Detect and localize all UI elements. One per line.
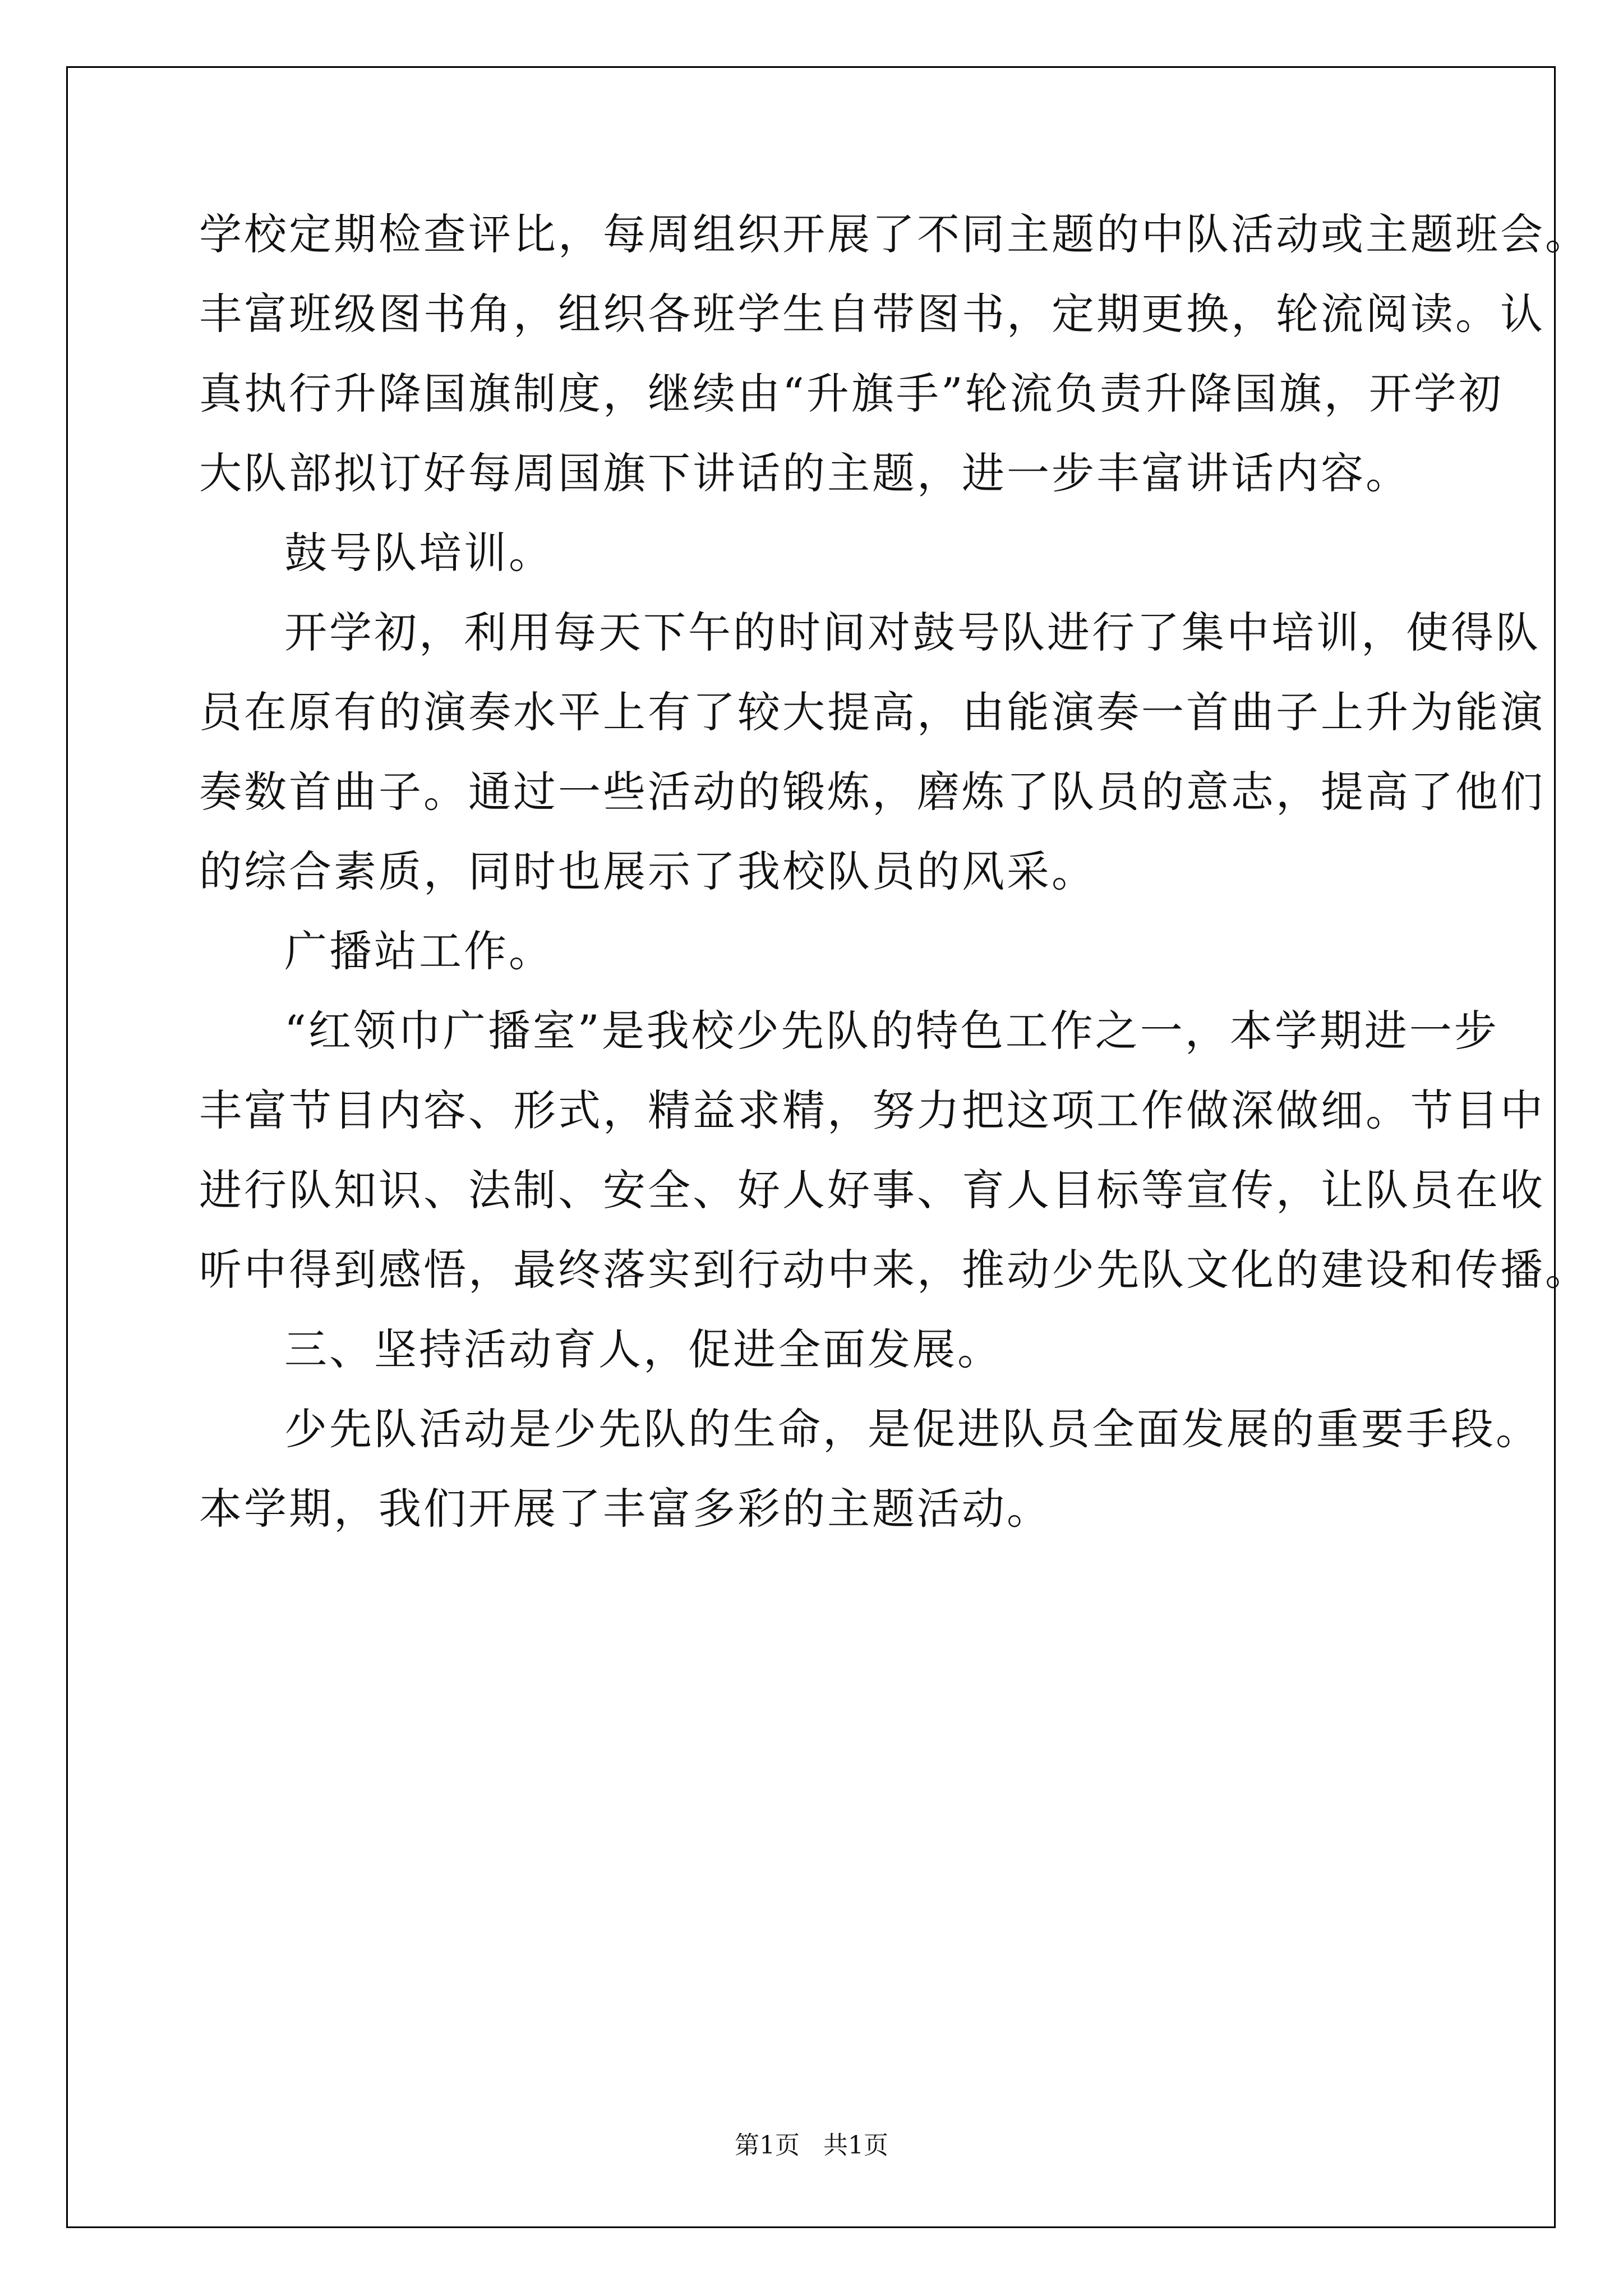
text-line: 本学期，我们开展了丰富多彩的主题活动。	[199, 1484, 1052, 1534]
text-line: 进行队知识、法制、安全、好人好事、育人目标等宣传，让队员在收	[199, 1165, 1545, 1215]
text-line: 开学初，利用每天下午的时间对鼓号队进行了集中培训，使得队	[284, 608, 1541, 657]
text-line: 丰富节目内容、形式，精益求精，努力把这项工作做深做细。节目中	[199, 1085, 1545, 1135]
text-line: 大队部拟订好每周国旗下讲话的主题，进一步丰富讲话内容。	[199, 448, 1410, 498]
section-heading: 鼓号队培训。	[284, 528, 554, 578]
text-line: “红领巾广播室”是我校少先队的特色工作之一，本学期进一步	[284, 1006, 1499, 1056]
text-line: 奏数首曲子。通过一些活动的锻炼，磨炼了队员的意志，提高了他们	[199, 767, 1545, 817]
page-footer: 第1页 共1页	[735, 2131, 888, 2160]
section-heading: 广播站工作。	[284, 926, 554, 976]
text-line: 丰富班级图书角，组织各班学生自带图书，定期更换，轮流阅读。认	[199, 289, 1545, 339]
text-line: 的综合素质，同时也展示了我校队员的风采。	[199, 846, 1096, 896]
text-line: 听中得到感悟，最终落实到行动中来，推动少先队文化的建设和传播。	[199, 1245, 1590, 1295]
text-line: 真执行升降国旗制度，继续由“升旗手”轮流负责升降国旗，开学初	[199, 369, 1504, 418]
text-line: 员在原有的演奏水平上有了较大提高，由能演奏一首曲子上升为能演	[199, 687, 1545, 737]
text-line: 少先队活动是少先队的生命，是促进队员全面发展的重要手段。	[284, 1404, 1541, 1454]
section-heading: 三、坚持活动育人，促进全面发展。	[284, 1324, 1002, 1374]
text-line: 学校定期检查评比，每周组织开展了不同主题的中队活动或主题班会。	[199, 209, 1590, 259]
